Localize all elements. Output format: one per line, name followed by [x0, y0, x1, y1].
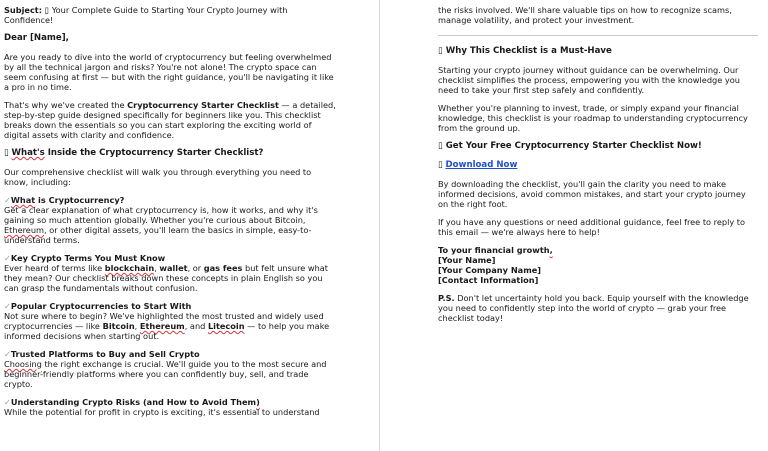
- check-icon: ✓: [4, 397, 11, 407]
- item3-body-a: Not sure where to begin? We've highlighted the most trusted and widely used cryptocurrencies — like: [4, 311, 324, 331]
- signature-contact: [Contact Information]: [438, 275, 539, 285]
- ps-label: P.S.: [438, 293, 455, 303]
- item2-title: Key Crypto Terms You Must Know: [10, 253, 166, 263]
- check-icon: ✓: [4, 253, 11, 263]
- inside-intro: Our comprehensive checklist will walk you through everything you need to know, including:: [4, 167, 312, 187]
- item2-body-d: but felt unsure what they mean? Our checklist breaks down these concepts in plain English so you can grasp the fundamentals without confusion.: [4, 263, 329, 293]
- item1-body: [4, 205, 337, 245]
- download-icon: ▯: [438, 160, 446, 170]
- item3-body-litecoin[interactable]: Litecoin: [207, 321, 245, 331]
- right-column: [438, 5, 758, 331]
- item1-body-ethereum[interactable]: Ethereum: [4, 225, 44, 235]
- item1-body-a: Get a clear explanation of what cryptocurrency is, how it works, and why it's gaining so much attention globally. Whether you're curious about Bitcoin,: [4, 205, 318, 225]
- signature-company: [Your Company Name]: [438, 265, 542, 275]
- check-icon: ✓: [4, 349, 11, 359]
- signoff-text: To your financial growth: [438, 245, 550, 255]
- signoff: [438, 245, 758, 255]
- subject-line: [4, 5, 337, 25]
- checklist-item-2: [4, 253, 337, 293]
- inside-heading-icon: ▯: [4, 148, 12, 158]
- left-column: [4, 5, 337, 425]
- document-page-left[interactable]: [0, 0, 340, 451]
- item1-title-rest: is Cryptocurrency?: [35, 195, 125, 205]
- signoff-comma[interactable]: ,: [549, 245, 553, 255]
- item1-body-b: , or other digital assets, you'll learn the basics in simple, easy-to-understand terms.: [4, 225, 312, 245]
- check-icon: ✓: [4, 195, 11, 205]
- download-line: [438, 160, 758, 170]
- item2-body-blockchain[interactable]: blockchain: [104, 263, 155, 273]
- item1-title-what[interactable]: What: [10, 195, 36, 205]
- inside-heading: [4, 148, 337, 158]
- signature-name: [Your Name]: [438, 255, 496, 265]
- section-divider: [438, 35, 758, 36]
- checklist-item-3: [4, 301, 337, 341]
- checklist-item-5: [4, 397, 337, 417]
- questions-paragraph: If you have any questions or need additional guidance, feel free to reply to this email — we're always here to help!: [438, 217, 746, 237]
- item2-body-wallet: wallet: [159, 263, 188, 273]
- item2-body-c: , or: [187, 263, 204, 273]
- checklist-post: — a detailed, step-by-step guide designed specifically for beginners like you. This checklist breaks down the essentials so you can start exploring the exciting world of digital assets with clarity and confidence.: [4, 100, 336, 140]
- checklist-paragraph: [4, 100, 337, 140]
- checklist-item-4: [4, 349, 337, 389]
- item2-body-a: Ever heard of terms like: [4, 263, 105, 273]
- item4-body: [4, 359, 337, 389]
- subject-label: Subject:: [4, 5, 42, 15]
- document-page-right[interactable]: [392, 0, 768, 451]
- item5-body: While the potential for profit in crypto is exciting, it's essential to understand: [4, 407, 320, 417]
- item3-body-b: ,: [134, 321, 140, 331]
- get-checklist-heading: ▯ Get Your Free Cryptocurrency Starter Checklist Now!: [438, 141, 702, 151]
- intro-paragraph: Are you ready to dive into the world of cryptocurrency but feeling overwhelmed by all the technical jargon and risks? You're not alone! The crypto space can seem confusing at first — but with the right guidance, you'll be navigating it like a pro in no time.: [4, 52, 334, 92]
- item4-body-choosing[interactable]: Choosing: [4, 359, 42, 369]
- signature-block: [438, 245, 758, 285]
- check-icon: ✓: [4, 301, 11, 311]
- checklist-item-1: [4, 195, 337, 245]
- download-paragraph: By downloading the checklist, you'll gain the clarity you need to make informed decisions, avoid common mistakes, and start your crypto journey on the right foot.: [438, 179, 746, 209]
- item3-title: Popular Cryptocurrencies to Start With: [10, 301, 192, 311]
- ps-paragraph: [438, 293, 758, 323]
- item3-body-ethereum[interactable]: Ethereum: [139, 321, 185, 331]
- item4-title: Trusted Platforms to Buy and Sell Crypto: [10, 349, 200, 359]
- subject-text: ▯ Your Complete Guide to Starting Your Crypto Journey with Confidence!: [4, 5, 288, 25]
- greeting: Dear [Name],: [4, 33, 69, 43]
- item5-title-b[interactable]: ): [256, 397, 260, 407]
- checklist-name: Cryptocurrency Starter Checklist: [127, 100, 279, 110]
- item2-body-gas-fees: gas fees: [203, 263, 243, 273]
- item3-body-c: , and: [184, 321, 208, 331]
- why-paragraph-2: Whether you're planning to invest, trade, or simply expand your financial knowledge, this checklist is your roadmap to understanding cryptocurrency from the ground up.: [438, 103, 748, 133]
- ps-text: Don't let uncertainty hold you back. Equip yourself with the knowledge you need to confidently step into the world of crypto — grab your free checklist today!: [438, 293, 749, 323]
- item5-title-a: Understanding Crypto Risks (and How to Avoid Them: [10, 397, 257, 407]
- continued-paragraph: the risks involved. We'll share valuable tips on how to recognize scams, manage volatility, and protect your investment.: [438, 5, 732, 25]
- inside-heading-whats[interactable]: What's: [11, 148, 45, 158]
- why-heading: ▯ Why This Checklist is a Must-Have: [438, 46, 612, 56]
- page-gutter-divider: [379, 0, 380, 451]
- item2-body: [4, 263, 337, 293]
- why-paragraph-1: Starting your crypto journey without guidance can be overwhelming. Our checklist simplifies the process, empowering you with the knowledge you need to take your first step safely and confidently.: [438, 65, 740, 95]
- item3-body-d: — to help you make informed decisions when starting out.: [4, 321, 330, 341]
- inside-heading-rest: Inside the Cryptocurrency Starter Checklist?: [44, 148, 264, 158]
- download-now-link[interactable]: Download Now: [445, 160, 518, 170]
- item3-body-bitcoin: Bitcoin: [102, 321, 135, 331]
- checklist-pre: That's why we've created the: [4, 100, 128, 110]
- item3-body: [4, 311, 337, 341]
- item2-body-b: ,: [154, 263, 160, 273]
- item4-body-rest: the right exchange is crucial. We'll guide you to the most secure and beginner-friendly platforms where you can confidently buy, sell, and trade crypto.: [4, 359, 327, 389]
